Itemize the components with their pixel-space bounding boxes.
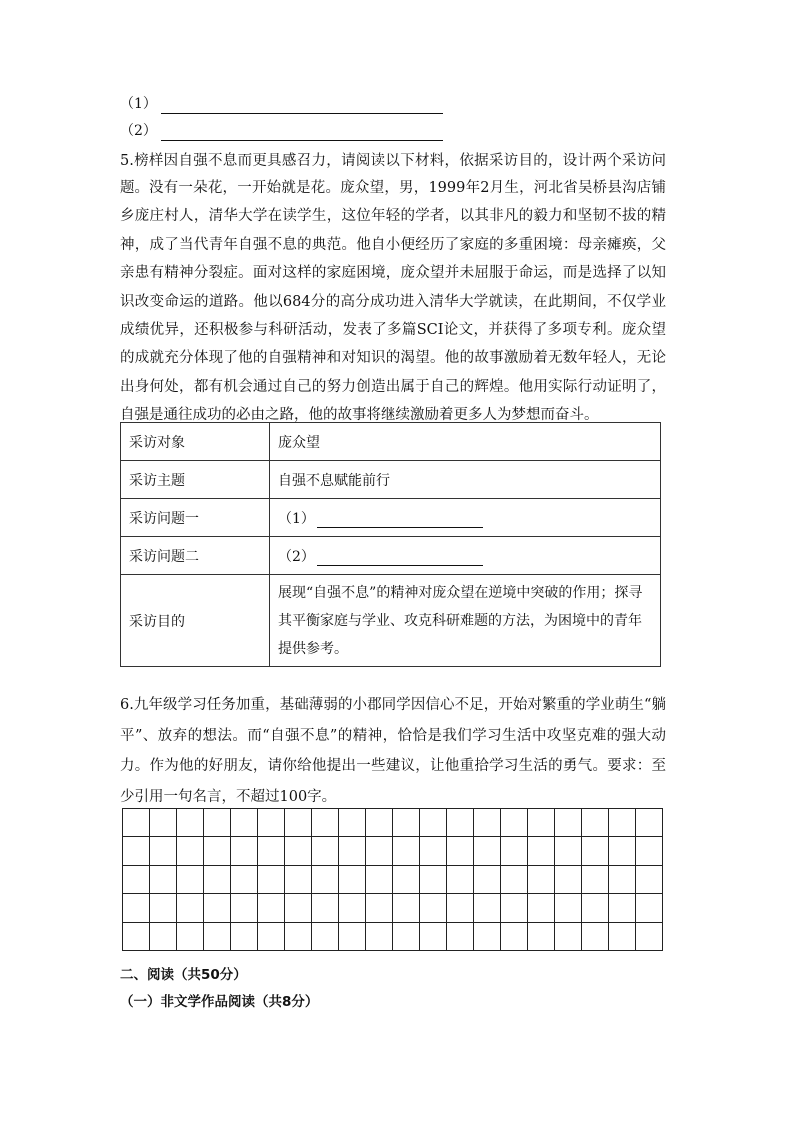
grid-cell[interactable]: [231, 866, 258, 894]
table-key-question-1: 采访问题一: [121, 499, 270, 537]
grid-cell[interactable]: [393, 837, 420, 865]
grid-cell[interactable]: [312, 809, 339, 837]
answer-line-1[interactable]: [120, 94, 443, 114]
grid-cell[interactable]: [258, 894, 285, 922]
grid-cell[interactable]: [474, 809, 501, 837]
question-1-label: （1）: [278, 510, 315, 527]
grid-cell[interactable]: [420, 923, 447, 951]
grid-cell[interactable]: [258, 837, 285, 865]
grid-cell[interactable]: [501, 894, 528, 922]
grid-cell[interactable]: [609, 866, 636, 894]
grid-cell[interactable]: [312, 894, 339, 922]
grid-cell[interactable]: [555, 866, 582, 894]
grid-cell[interactable]: [393, 809, 420, 837]
grid-cell[interactable]: [366, 923, 393, 951]
grid-cell[interactable]: [474, 837, 501, 865]
table-row: [121, 499, 661, 537]
grid-cell[interactable]: [636, 809, 663, 837]
grid-cell[interactable]: [582, 809, 609, 837]
grid-cell[interactable]: [123, 894, 150, 922]
grid-cell[interactable]: [501, 923, 528, 951]
grid-cell[interactable]: [285, 923, 312, 951]
grid-cell[interactable]: [447, 866, 474, 894]
grid-cell[interactable]: [528, 923, 555, 951]
table-row: [121, 537, 661, 575]
answer-label-1: （1）: [120, 96, 157, 112]
grid-cell[interactable]: [258, 866, 285, 894]
grid-cell[interactable]: [123, 866, 150, 894]
grid-cell[interactable]: [420, 866, 447, 894]
question-5-prompt: 5.榜样因自强不息而更具感召力，请阅读以下材料，依据采访目的，设计两个采访问题。: [120, 153, 666, 196]
grid-cell[interactable]: [285, 866, 312, 894]
grid-cell[interactable]: [636, 923, 663, 951]
grid-cell[interactable]: [501, 837, 528, 865]
grid-cell[interactable]: [420, 837, 447, 865]
grid-cell[interactable]: [447, 837, 474, 865]
writing-grid[interactable]: [122, 808, 663, 951]
grid-cell[interactable]: [420, 894, 447, 922]
table-row: [121, 575, 661, 667]
table-row: [121, 461, 661, 499]
grid-cell[interactable]: [582, 923, 609, 951]
grid-cell[interactable]: [636, 894, 663, 922]
table-value-question-1[interactable]: [270, 499, 661, 537]
grid-cell[interactable]: [204, 894, 231, 922]
question-5-material: 没有一朵花，一开始就是花。庞众望，男，1999年2月生，河北省吴桥县沟店铺乡庞庄村人，清华大学在读学生，这位年轻的学者，以其非凡的毅力和坚韧不拔的精神，成了当代青年自强不息的典范。他自小便经历了家庭的多重困境：母亲瘫痪，父亲患有精神分裂症。面对这样的家庭困境，庞众望并未屈服于命运，而是选择了以知识改变命运的道路。他以684分的高分成功进入清华大学就读，在此期间，不仅学业成绩优异，还积极参与科研活动，发表了多篇SCI论文，并获得了多项专利。庞众望的成就充分体现了他的自强精神和对知识的渴望。他的故事激励着无数年轻人，无论出身何处，都有机会通过自己的努力创造出属于自己的辉煌。他用实际行动证明了，自强是通往成功的必由之路，他的故事将继续激励着更多人为梦想而奋斗。: [120, 180, 666, 424]
grid-cell[interactable]: [393, 894, 420, 922]
grid-cell[interactable]: [366, 866, 393, 894]
grid-cell[interactable]: [609, 923, 636, 951]
grid-cell[interactable]: [177, 809, 204, 837]
grid-cell[interactable]: [555, 809, 582, 837]
grid-cell[interactable]: [582, 837, 609, 865]
grid-cell[interactable]: [555, 837, 582, 865]
grid-cell[interactable]: [177, 894, 204, 922]
grid-cell[interactable]: [150, 866, 177, 894]
grid-cell[interactable]: [366, 809, 393, 837]
grid-cell[interactable]: [582, 894, 609, 922]
grid-cell[interactable]: [123, 923, 150, 951]
grid-cell[interactable]: [258, 809, 285, 837]
grid-cell[interactable]: [528, 809, 555, 837]
grid-cell[interactable]: [204, 923, 231, 951]
table-key-theme: 采访主题: [121, 461, 270, 499]
grid-cell[interactable]: [447, 923, 474, 951]
question-1-blank[interactable]: [317, 512, 483, 528]
grid-cell[interactable]: [150, 837, 177, 865]
grid-cell[interactable]: [366, 837, 393, 865]
table-value-goal: 展现“自强不息”的精神对庞众望在逆境中突破的作用；探寻其平衡家庭与学业、攻克科研难题的方法，为困境中的青年提供参考。: [270, 575, 661, 667]
grid-cell[interactable]: [285, 894, 312, 922]
grid-cell[interactable]: [150, 894, 177, 922]
grid-cell[interactable]: [474, 866, 501, 894]
grid-cell[interactable]: [339, 894, 366, 922]
grid-cell[interactable]: [609, 894, 636, 922]
grid-cell[interactable]: [420, 809, 447, 837]
grid-cell[interactable]: [177, 837, 204, 865]
grid-cell[interactable]: [231, 809, 258, 837]
table-key-subject: 采访对象: [121, 423, 270, 461]
grid-cell[interactable]: [528, 894, 555, 922]
grid-cell[interactable]: [312, 837, 339, 865]
table-row: [121, 423, 661, 461]
grid-cell[interactable]: [501, 809, 528, 837]
grid-cell[interactable]: [123, 837, 150, 865]
grid-cell[interactable]: [609, 809, 636, 837]
grid-cell[interactable]: [528, 837, 555, 865]
grid-cell[interactable]: [177, 923, 204, 951]
grid-cell[interactable]: [258, 923, 285, 951]
grid-cell[interactable]: [231, 837, 258, 865]
grid-cell[interactable]: [339, 923, 366, 951]
grid-cell[interactable]: [366, 894, 393, 922]
answer-line-2[interactable]: [120, 121, 443, 141]
grid-cell[interactable]: [204, 866, 231, 894]
question-6-prompt: 6.九年级学习任务加重，基础薄弱的小郡同学因信心不足，开始对繁重的学业萌生“躺平”、放弃的想法。而“自强不息”的精神，恰恰是我们学习生活中攻坚克难的强大动力。作为他的好朋友，请你给他提出一些建议，让他重拾学习生活的勇气。要求：至少引用一句名言，不超过100字。: [120, 697, 666, 805]
grid-cell[interactable]: [474, 894, 501, 922]
grid-cell[interactable]: [393, 866, 420, 894]
grid-cell[interactable]: [339, 837, 366, 865]
grid-cell[interactable]: [555, 923, 582, 951]
table-value-subject: 庞众望: [270, 423, 661, 461]
grid-cell[interactable]: [555, 894, 582, 922]
grid-cell[interactable]: [204, 837, 231, 865]
answer-label-2: （2）: [120, 123, 157, 139]
question-2-label: （2）: [278, 548, 315, 565]
grid-cell[interactable]: [312, 923, 339, 951]
table-key-question-2: 采访问题二: [121, 537, 270, 575]
grid-cell[interactable]: [285, 809, 312, 837]
grid-cell[interactable]: [474, 923, 501, 951]
grid-cell[interactable]: [582, 866, 609, 894]
grid-cell[interactable]: [312, 866, 339, 894]
grid-cell[interactable]: [177, 866, 204, 894]
interview-table: [120, 422, 661, 667]
grid-cell[interactable]: [231, 923, 258, 951]
section-heading-reading: 二、阅读（共50分）: [120, 967, 247, 983]
grid-cell[interactable]: [393, 923, 420, 951]
grid-cell[interactable]: [123, 809, 150, 837]
grid-cell[interactable]: [150, 809, 177, 837]
grid-cell[interactable]: [339, 866, 366, 894]
grid-cell[interactable]: [339, 809, 366, 837]
grid-cell[interactable]: [447, 894, 474, 922]
grid-cell[interactable]: [609, 837, 636, 865]
grid-cell[interactable]: [204, 809, 231, 837]
grid-cell[interactable]: [231, 894, 258, 922]
subsection-heading: （一）非文学作品阅读（共8分）: [120, 994, 319, 1010]
grid-cell[interactable]: [150, 923, 177, 951]
grid-cell[interactable]: [636, 837, 663, 865]
grid-cell[interactable]: [285, 837, 312, 865]
table-key-goal: 采访目的: [121, 575, 270, 667]
grid-cell[interactable]: [501, 866, 528, 894]
table-value-question-2[interactable]: [270, 537, 661, 575]
table-value-theme: 自强不息赋能前行: [270, 461, 661, 499]
grid-cell[interactable]: [528, 866, 555, 894]
question-2-blank[interactable]: [317, 550, 483, 566]
answer-blank-1[interactable]: [161, 97, 443, 114]
grid-cell[interactable]: [636, 866, 663, 894]
grid-cell[interactable]: [447, 809, 474, 837]
answer-blank-2[interactable]: [161, 124, 443, 141]
